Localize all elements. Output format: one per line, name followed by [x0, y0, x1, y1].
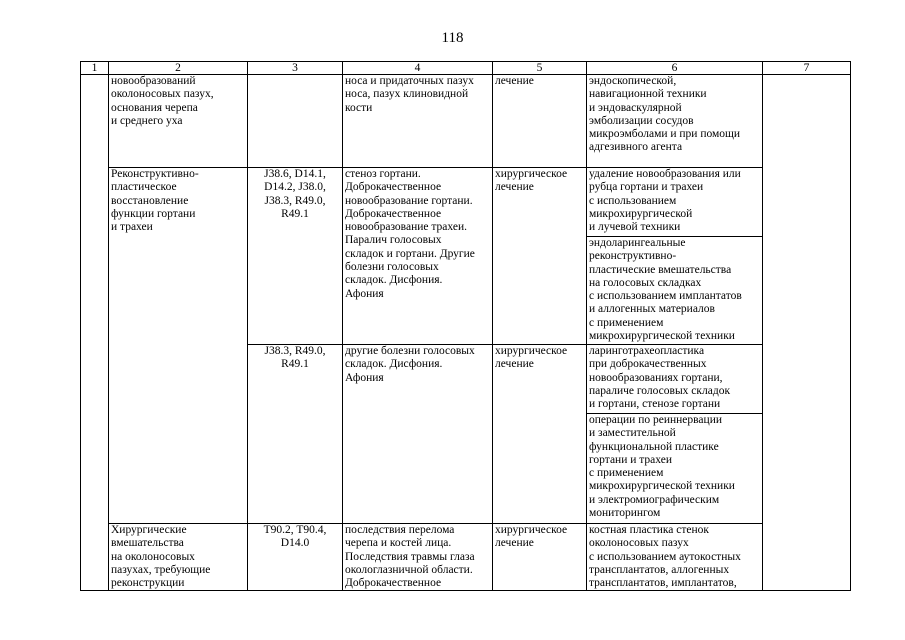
header-cell-3: 3 [248, 62, 343, 75]
page-number: 118 [441, 30, 464, 46]
header-cell-7: 7 [763, 62, 851, 75]
procedure-name-cell: Реконструктивно- пластическое восстановление функции гортани и трахеи [109, 168, 248, 524]
treatment-type-cell: лечение [493, 75, 587, 168]
procedure-name-cell: Хирургические вмешательства на околоносовых пазухах, требующие реконструкции [109, 524, 248, 591]
icd-codes-cell: T90.2, T90.4, D14.0 [248, 524, 343, 591]
method-cell: удаление новообразования или рубца гортани и трахеи с использованием микрохирургической и лучевой техники [587, 168, 763, 237]
procedure-name-cell: новообразований околоносовых пазух, основания черепа и среднего уха [109, 75, 248, 168]
table-row [81, 524, 851, 591]
cost-cell [763, 524, 851, 591]
row-number-cell [81, 524, 109, 591]
table-row [81, 75, 851, 168]
method-cell: эндоларингеальные реконструктивно- пластические вмешательства на голосовых складках с использованием имплантатов и аллогенных материалов с применением микрохирургической техники [587, 237, 763, 345]
diagnosis-cell: другие болезни голосовых складок. Дисфония. Афония [343, 345, 493, 524]
method-cell: костная пластика стенок околоносовых пазух с использованием аутокостных трансплантатов, аллогенных трансплантатов, имплантатов, [587, 524, 763, 591]
header-cell-4: 4 [343, 62, 493, 75]
header-cell-1: 1 [81, 62, 109, 75]
treatment-type-cell: хирургическое лечение [493, 345, 587, 524]
diagnosis-cell: последствия перелома черепа и костей лица. Последствия травмы глаза окологлазничной области. Доброкачественное [343, 524, 493, 591]
treatment-type-cell: хирургическое лечение [493, 168, 587, 345]
icd-codes-cell [248, 75, 343, 168]
cost-cell [763, 168, 851, 524]
row-number-cell [81, 168, 109, 524]
table-row [81, 168, 851, 237]
header-cell-5: 5 [493, 62, 587, 75]
method-cell: эндоскопической, навигационной техники и эндоваскулярной эмболизации сосудов микроэмболами и при помощи адгезивного агента [587, 75, 763, 168]
diagnosis-cell: стеноз гортани. Доброкачественное новообразование гортани. Доброкачественное новообразование трахеи. Паралич голосовых складок и гортани. Другие болезни голосовых складок. Дисфония. Афония [343, 168, 493, 345]
header-cell-6: 6 [587, 62, 763, 75]
header-cell-2: 2 [109, 62, 248, 75]
header-row [81, 62, 851, 75]
treatment-type-cell: хирургическое лечение [493, 524, 587, 591]
medical-procedures-table [80, 61, 851, 591]
cost-cell [763, 75, 851, 168]
method-cell: ларинготрахеопластика при доброкачественных новообразованиях гортани, параличе голосовых складок и гортани, стенозе гортани [587, 345, 763, 414]
icd-codes-cell: J38.3, R49.0, R49.1 [248, 345, 343, 524]
method-cell: операции по реиннервации и заместительной функциональной пластике гортани и трахеи с применением микрохирургической техники и электромиографическим мониторингом [587, 414, 763, 524]
diagnosis-cell: носа и придаточных пазух носа, пазух клиновидной кости [343, 75, 493, 168]
row-number-cell [81, 75, 109, 168]
icd-codes-cell: J38.6, D14.1, D14.2, J38.0, J38.3, R49.0, R49.1 [248, 168, 343, 345]
